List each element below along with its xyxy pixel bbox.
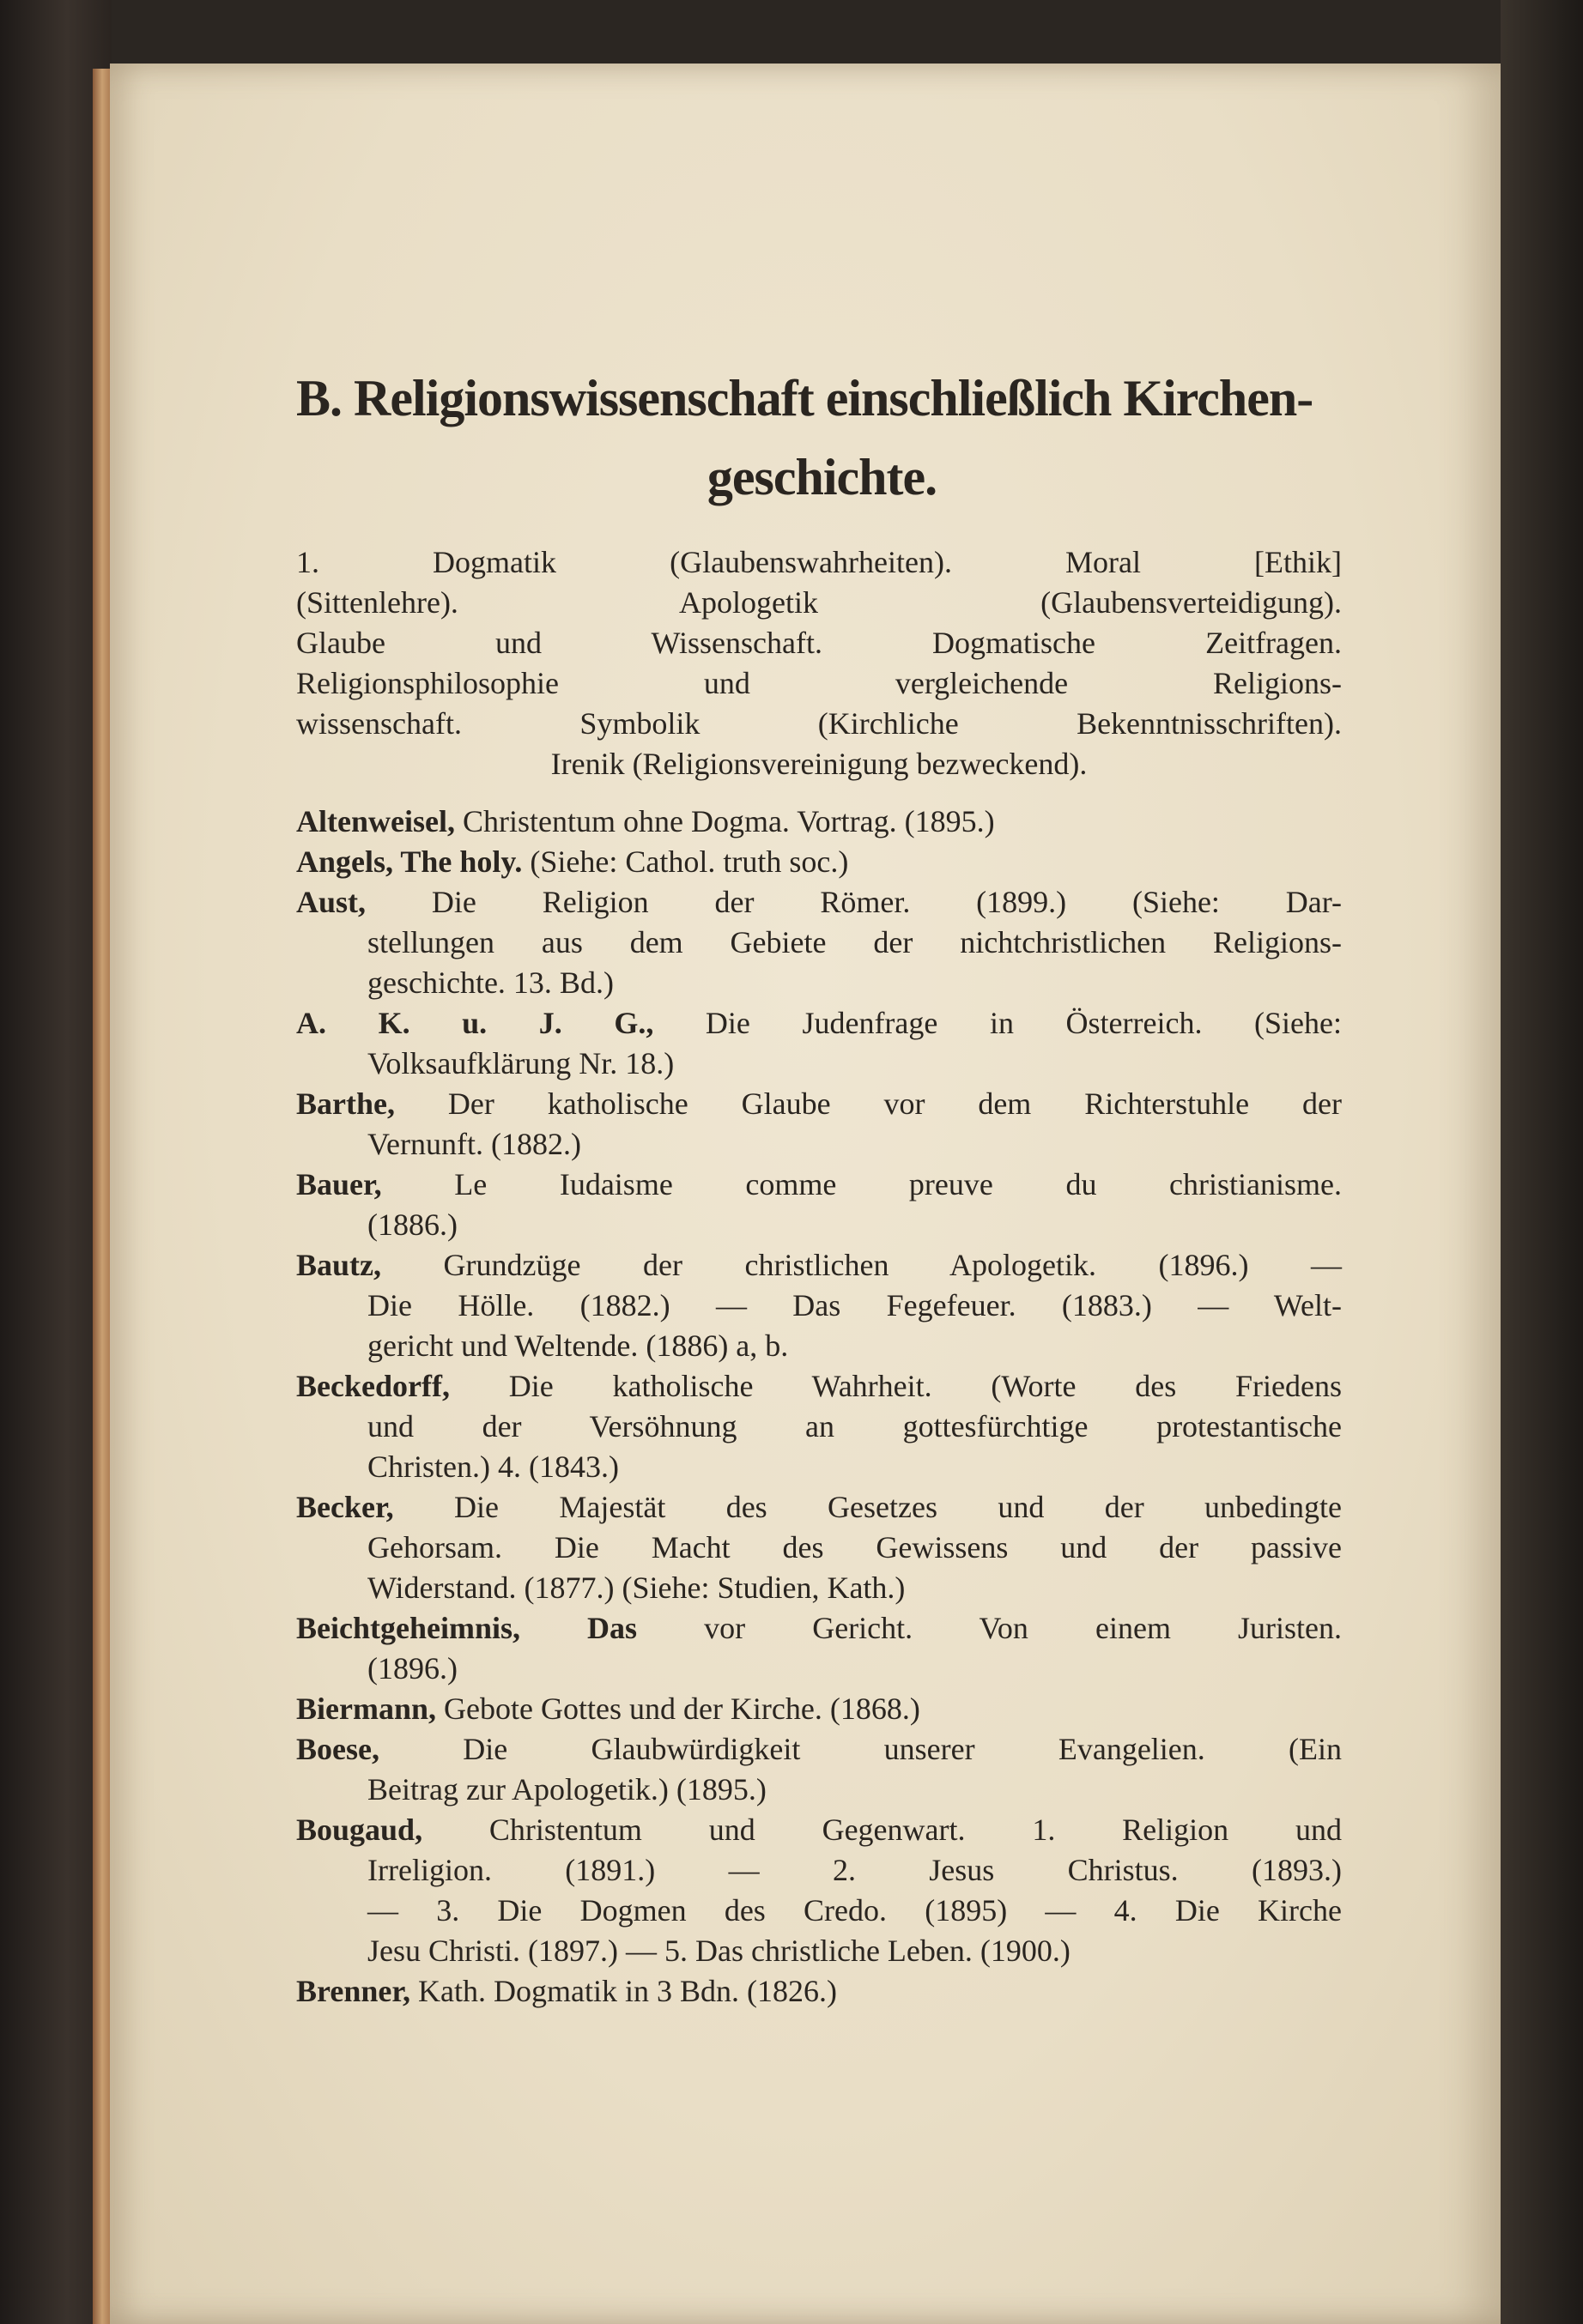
entry-text: Beitrag zur Apologetik.) (1895.) bbox=[367, 1772, 767, 1807]
entry-continuation-line bbox=[296, 1407, 1342, 1447]
entry-author: Aust, bbox=[296, 885, 367, 919]
entry-author: Brenner, bbox=[296, 1974, 411, 2008]
entry-author: Bougaud, bbox=[296, 1813, 423, 1847]
bibliography-entry bbox=[296, 1245, 1342, 1366]
entry-text: Christentum ohne Dogma. Vortrag. (1895.) bbox=[462, 804, 995, 838]
entry-text: (1896.) bbox=[367, 1651, 458, 1686]
entry-text: Gebote Gottes und der Kirche. (1868.) bbox=[444, 1692, 920, 1726]
entry-continuation-line bbox=[296, 1568, 1342, 1608]
entry-text: Die katholische Wahrheit. (Worte des Friedens bbox=[508, 1369, 1343, 1403]
entry-author: Bauer, bbox=[296, 1167, 382, 1201]
entry-author: Altenweisel, bbox=[296, 804, 455, 838]
entry-continuation-line bbox=[296, 1286, 1342, 1326]
section-heading-line-1: B. Religionswissenschaft einschließlich Kirchen- bbox=[296, 370, 1313, 427]
entry-text: stellungen aus dem Gebiete der nichtchristlichen Religions- bbox=[367, 925, 1342, 959]
entry-text: Christen.) 4. (1843.) bbox=[367, 1449, 619, 1484]
bibliography-entry bbox=[296, 1003, 1342, 1084]
spacer bbox=[296, 784, 1342, 802]
intro-line: Glaube und Wissenschaft. Dogmatische Zeitfragen. bbox=[296, 626, 1342, 660]
entry-text: vor Gericht. Von einem Juristen. bbox=[704, 1611, 1343, 1645]
intro-line: 1. Dogmatik (Glaubenswahrheiten). Moral [Ethik] bbox=[296, 545, 1342, 579]
entry-first-line bbox=[296, 802, 1342, 842]
bibliography-entry bbox=[296, 882, 1342, 1003]
entry-first-line bbox=[296, 1245, 1342, 1286]
book-cover-right bbox=[1501, 0, 1583, 2324]
entry-text: Die Majestät des Gesetzes und der unbedingte bbox=[454, 1490, 1343, 1524]
entry-first-line bbox=[296, 1729, 1342, 1770]
entry-continuation-line bbox=[296, 1205, 1342, 1245]
entry-continuation-line bbox=[296, 1931, 1342, 1971]
entry-text: Gehorsam. Die Macht des Gewissens und der passive bbox=[367, 1530, 1342, 1564]
entry-author: Barthe, bbox=[296, 1086, 395, 1121]
entry-text: (1886.) bbox=[367, 1207, 458, 1242]
bibliography-entry bbox=[296, 1487, 1342, 1608]
entry-text: Le Iudaisme comme preuve du christianisme. bbox=[454, 1167, 1342, 1201]
intro-line: Religionsphilosophie und vergleichende Religions- bbox=[296, 666, 1342, 700]
bibliography-entry bbox=[296, 1971, 1342, 2012]
bibliography-entry bbox=[296, 842, 1342, 882]
entry-first-line bbox=[296, 1608, 1342, 1649]
intro-line: Irenik (Religionsvereinigung bezweckend). bbox=[550, 747, 1088, 781]
bibliography-entry bbox=[296, 1729, 1342, 1810]
entry-text: Die Hölle. (1882.) — Das Fegefeuer. (1883.) — Welt- bbox=[367, 1288, 1342, 1322]
bibliography-entry bbox=[296, 1084, 1342, 1165]
entry-first-line bbox=[296, 1003, 1342, 1044]
entry-author: Beckedorff, bbox=[296, 1369, 450, 1403]
entry-continuation-line bbox=[296, 963, 1342, 1003]
entry-text: (Siehe: Cathol. truth soc.) bbox=[530, 844, 849, 879]
entry-text: und der Versöhnung an gottesfürchtige protestantische bbox=[367, 1409, 1342, 1443]
entry-first-line bbox=[296, 1689, 1342, 1729]
entry-text: Kath. Dogmatik in 3 Bdn. (1826.) bbox=[418, 1974, 837, 2008]
entry-continuation-line bbox=[296, 1124, 1342, 1165]
entry-list bbox=[296, 802, 1342, 2012]
entry-author: Angels, The holy. bbox=[296, 844, 523, 879]
entry-continuation-line bbox=[296, 1770, 1342, 1810]
entry-continuation-line bbox=[296, 1891, 1342, 1931]
entry-continuation-line bbox=[296, 1447, 1342, 1487]
entry-author: Bautz, bbox=[296, 1248, 381, 1282]
entry-text: geschichte. 13. Bd.) bbox=[367, 965, 614, 1000]
entry-text: Volksaufklärung Nr. 18.) bbox=[367, 1046, 675, 1080]
entry-continuation-line bbox=[296, 1850, 1342, 1891]
bibliography-entry bbox=[296, 1366, 1342, 1487]
entry-continuation-line bbox=[296, 1044, 1342, 1084]
entry-author: Biermann, bbox=[296, 1692, 437, 1726]
entry-text: — 3. Die Dogmen des Credo. (1895) — 4. Die Kirche bbox=[367, 1893, 1342, 1928]
entry-text: Widerstand. (1877.) (Siehe: Studien, Kath.) bbox=[367, 1571, 906, 1605]
entry-first-line bbox=[296, 842, 1342, 882]
entry-continuation-line bbox=[296, 1528, 1342, 1568]
bibliography-entry bbox=[296, 802, 1342, 842]
section-heading-line-2: geschichte. bbox=[707, 449, 937, 505]
entry-text: Der katholische Glaube vor dem Richterstuhle der bbox=[447, 1086, 1343, 1121]
entry-first-line bbox=[296, 1366, 1342, 1407]
entry-first-line bbox=[296, 1487, 1342, 1528]
bibliography-entry bbox=[296, 1165, 1342, 1245]
page-edge bbox=[93, 69, 112, 2324]
entry-first-line bbox=[296, 1165, 1342, 1205]
entry-text: Irreligion. (1891.) — 2. Jesus Christus. (1893.) bbox=[367, 1853, 1342, 1887]
bibliography-entry bbox=[296, 1608, 1342, 1689]
intro-line: (Sittenlehre). Apologetik (Glaubensverteidigung). bbox=[296, 585, 1342, 620]
entry-text: Christentum und Gegenwart. 1. Religion und bbox=[488, 1813, 1343, 1847]
entry-author: A. K. u. J. G., bbox=[296, 1006, 654, 1040]
entry-text: Die Judenfrage in Österreich. (Siehe: bbox=[705, 1006, 1343, 1040]
entry-text: Vernunft. (1882.) bbox=[367, 1127, 581, 1161]
intro-line: wissenschaft. Symbolik (Kirchliche Bekenntnisschriften). bbox=[296, 706, 1342, 741]
entry-text: Grundzüge der christlichen Apologetik. (1896.) — bbox=[443, 1248, 1342, 1282]
entry-text: Die Religion der Römer. (1899.) (Siehe: Dar- bbox=[431, 885, 1342, 919]
entry-continuation-line bbox=[296, 1649, 1342, 1689]
entry-author: Beichtgeheimnis, Das bbox=[296, 1611, 638, 1645]
entry-text: Die Glaubwürdigkeit unserer Evangelien. (Ein bbox=[463, 1732, 1343, 1766]
entry-continuation-line bbox=[296, 923, 1342, 963]
bibliography-entry bbox=[296, 1810, 1342, 1971]
entry-text: gericht und Weltende. (1886) a, b. bbox=[367, 1328, 789, 1363]
entry-continuation-line bbox=[296, 1326, 1342, 1366]
entry-first-line bbox=[296, 882, 1342, 923]
entry-first-line bbox=[296, 1810, 1342, 1850]
entry-first-line bbox=[296, 1084, 1342, 1124]
bibliography-entry bbox=[296, 1689, 1342, 1729]
bibliography-body bbox=[296, 542, 1342, 2012]
entry-author: Becker, bbox=[296, 1490, 394, 1524]
entry-first-line bbox=[296, 1971, 1342, 2012]
entry-text: Jesu Christi. (1897.) — 5. Das christliche Leben. (1900.) bbox=[367, 1934, 1070, 1968]
entry-author: Boese, bbox=[296, 1732, 379, 1766]
